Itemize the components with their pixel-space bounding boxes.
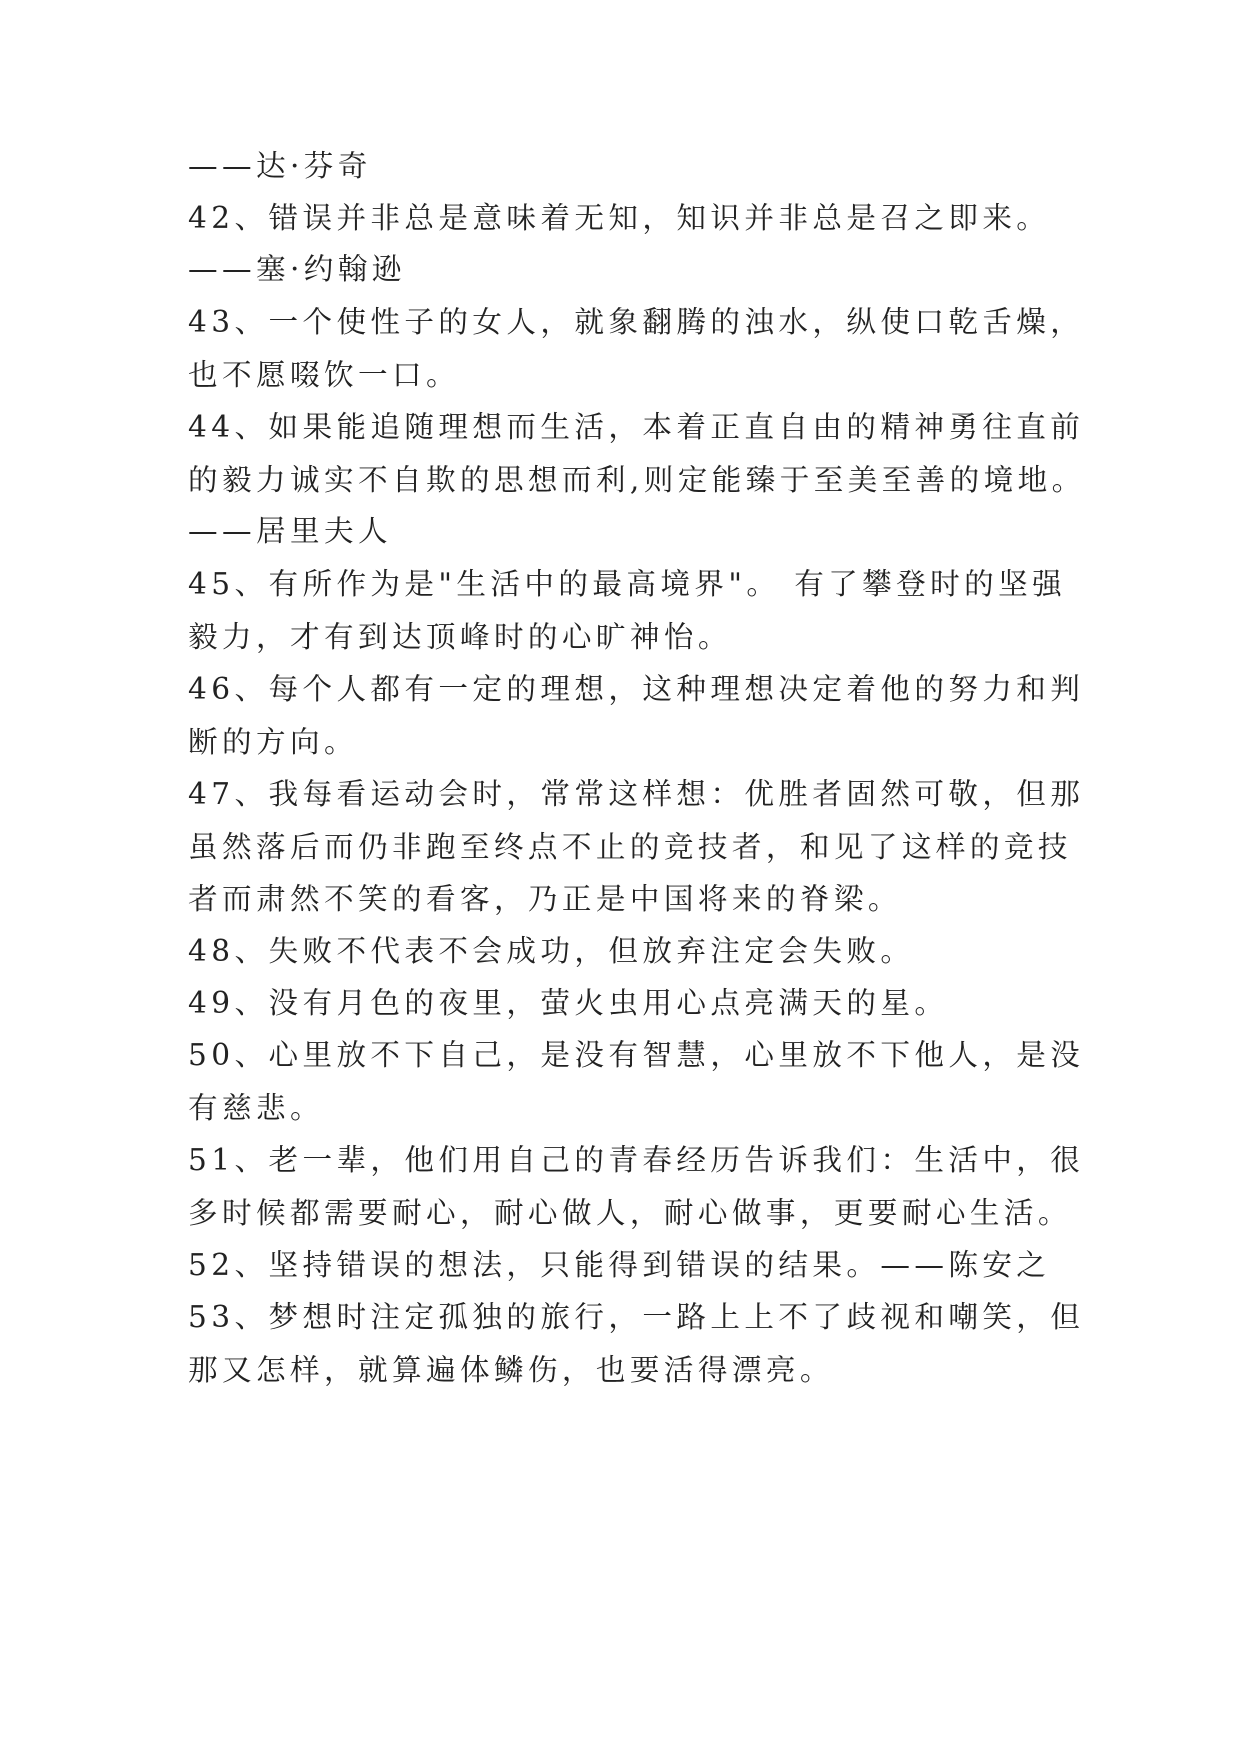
- text-line: 有慈悲。: [188, 1091, 324, 1125]
- text-line: 47、我每看运动会时，常常这样想：优胜者固然可敬，但那: [188, 777, 1085, 811]
- text-line: 43、一个使性子的女人，就象翻腾的浊水，纵使口乾舌燥，: [188, 305, 1085, 339]
- text-line: 断的方向。: [188, 725, 358, 759]
- text-line: 46、每个人都有一定的理想，这种理想决定着他的努力和判: [188, 672, 1085, 706]
- text-line: 者而肃然不笑的看客，乃正是中国将来的脊梁。: [188, 882, 902, 916]
- text-line: 那又怎样，就算遍体鳞伤，也要活得漂亮。: [188, 1353, 834, 1387]
- text-line: 53、梦想时注定孤独的旅行，一路上上不了歧视和嘲笑，但: [188, 1300, 1085, 1334]
- text-line: 多时候都需要耐心，耐心做人，耐心做事，更要耐心生活。: [188, 1196, 1072, 1230]
- text-line: 48、失败不代表不会成功，但放弃注定会失败。: [188, 934, 915, 968]
- text-line: 42、错误并非总是意味着无知，知识并非总是召之即来。: [188, 201, 1051, 235]
- text-line: 51、老一辈，他们用自己的青春经历告诉我们：生活中，很: [188, 1143, 1085, 1177]
- text-line: 45、有所作为是"生活中的最高境界"。 有了攀登时的坚强: [188, 567, 1067, 601]
- text-line: 50、心里放不下自己，是没有智慧，心里放不下他人，是没: [188, 1038, 1085, 1072]
- text-line: 虽然落后而仍非跑至终点不止的竞技者，和见了这样的竞技: [188, 830, 1072, 864]
- text-line: ——达·芬奇: [188, 149, 372, 183]
- text-line: ——塞·约翰逊: [188, 252, 406, 286]
- text-line: 52、坚持错误的想法，只能得到错误的结果。——陈安之: [188, 1248, 1051, 1282]
- text-line: 毅力，才有到达顶峰时的心旷神怡。: [188, 620, 732, 654]
- text-line: 44、如果能追随理想而生活，本着正直自由的精神勇往直前: [188, 410, 1085, 444]
- text-line: ——居里夫人: [188, 514, 392, 548]
- text-line: 也不愿啜饮一口。: [188, 358, 460, 392]
- text-line: 的毅力诚实不自欺的思想而利,则定能臻于至美至善的境地。: [188, 463, 1086, 497]
- text-line: 49、没有月色的夜里，萤火虫用心点亮满天的星。: [188, 986, 949, 1020]
